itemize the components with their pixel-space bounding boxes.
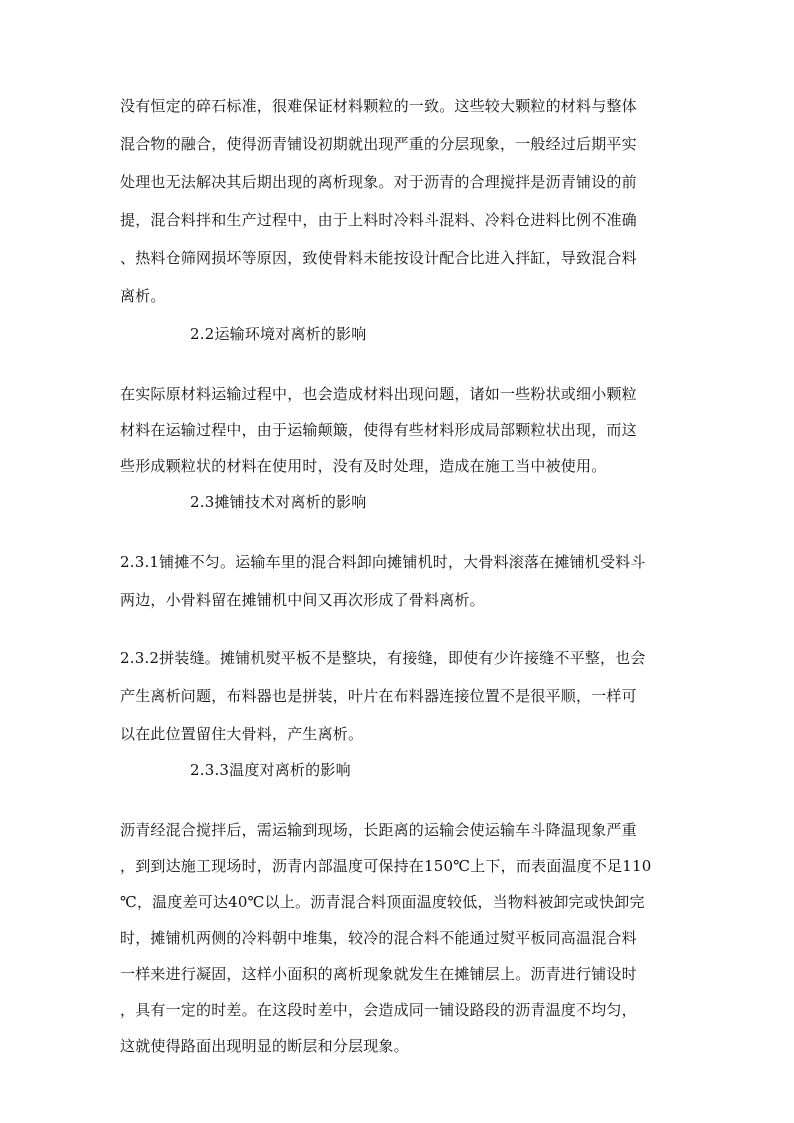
text-line: 时，摊铺机两侧的冷料朝中堆集，较冷的混合料不能通过熨平板同高温混合料 — [120, 929, 637, 947]
text-line: 这就使得路面出现明显的断层和分层现象。 — [120, 1037, 409, 1055]
section-heading-2-2: 2.2运输环境对离析的影响 — [190, 325, 367, 343]
text-line: 一样来进行凝固，这样小面积的离析现象就发生在摊铺层上。沥青进行铺设时 — [120, 965, 637, 983]
text-line: 2.3.1铺摊不匀。运输车里的混合料卸向摊铺机时，大骨料滚落在摊铺机受料斗 — [120, 553, 646, 571]
text-line: 、热料仓筛网损坏等原因，致使骨料未能按设计配合比进入拌缸，导致混合料 — [120, 249, 637, 267]
text-line: 提，混合料拌和生产过程中，由于上料时冷料斗混料、冷料仓进料比例不准确 — [120, 211, 637, 229]
text-line: 处理也无法解决其后期出现的离析现象。对于沥青的合理搅拌是沥青铺设的前 — [120, 173, 637, 191]
text-line: 2.3.2拼装缝。摊铺机熨平板不是整块，有接缝，即使有少许接缝不平整，也会 — [120, 649, 646, 667]
text-line: 混合物的融合，使得沥青铺设初期就出现严重的分层现象，一般经过后期平实 — [120, 135, 637, 153]
text-line: 材料在运输过程中，由于运输颠簸，使得有些材料形成局部颗粒状出现，而这 — [120, 421, 637, 439]
text-line: 产生离析问题，布料器也是拼装，叶片在布料器连接位置不是很平顺，一样可 — [120, 687, 637, 705]
text-line: 没有恒定的碎石标准，很难保证材料颗粒的一致。这些较大颗粒的材料与整体 — [120, 97, 637, 115]
text-line: 以在此位置留住大骨料，产生离析。 — [120, 725, 364, 743]
text-line: 沥青经混合搅拌后，需运输到现场，长距离的运输会使运输车斗降温现象严重 — [120, 821, 637, 839]
text-line: 离析。 — [120, 287, 166, 305]
section-heading-2-3-3: 2.3.3温度对离析的影响 — [190, 761, 351, 779]
section-heading-2-3: 2.3摊铺技术对离析的影响 — [190, 493, 367, 511]
text-line: 在实际原材料运输过程中，也会造成材料出现问题，诸如一些粉状或细小颗粒 — [120, 385, 637, 403]
text-line: ，具有一定的时差。在这段时差中，会造成同一铺设路段的沥青温度不均匀， — [120, 1001, 637, 1019]
text-line: ，到到达施工现场时，沥青内部温度可保持在150℃上下，而表面温度不足110 — [120, 857, 652, 875]
text-line: 些形成颗粒状的材料在使用时，没有及时处理，造成在施工当中被使用。 — [120, 457, 607, 475]
text-line: 两边，小骨料留在摊铺机中间又再次形成了骨料离析。 — [120, 591, 485, 609]
text-line: ℃，温度差可达40℃以上。沥青混合料顶面温度较低，当物料被卸完或快卸完 — [120, 893, 645, 911]
